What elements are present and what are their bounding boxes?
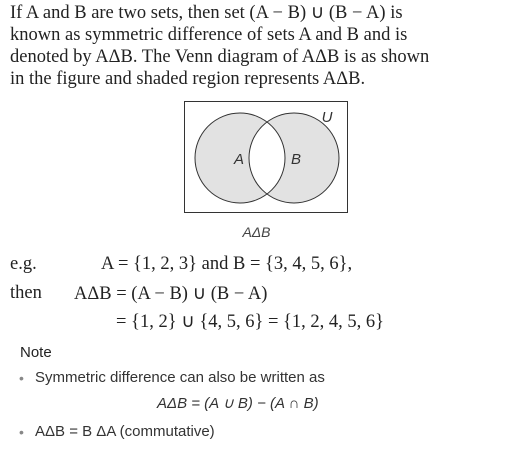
intro-paragraph	[10, 2, 510, 90]
example-sets: A = {1, 2, 3} and B = {3, 4, 5, 6},	[101, 254, 353, 274]
intro-line-4: in the figure and shaded region represents AΔB.	[10, 69, 366, 89]
set-b-label: B	[290, 151, 302, 168]
example-label: e.g.	[10, 254, 37, 274]
note-bullet-2: AΔB = B ΔA (commutative)	[35, 423, 215, 440]
figure-caption: AΔB	[242, 224, 271, 240]
note-bullet-1: Symmetric difference can also be written as	[35, 369, 325, 386]
bullet-dot: •	[19, 370, 24, 386]
bullet-dot: •	[19, 424, 24, 440]
intro-line-3: denoted by AΔB. The Venn diagram of AΔB is as shown	[10, 47, 430, 67]
venn-diagram	[184, 101, 348, 213]
universal-set-label: U	[321, 109, 333, 126]
venn-svg	[185, 102, 349, 214]
note-heading: Note	[20, 344, 52, 361]
intro-line-2: known as symmetric difference of sets A and B and is	[10, 25, 408, 45]
example-result: = {1, 2} ∪ {4, 5, 6} = {1, 2, 4, 5, 6}	[116, 312, 385, 332]
symmetric-difference-region	[195, 113, 339, 203]
then-label: then	[10, 283, 42, 303]
set-a-label: A	[233, 151, 245, 168]
example-definition: AΔB = (A − B) ∪ (B − A)	[74, 284, 268, 304]
note-formula: AΔB = (A ∪ B) − (A ∩ B)	[157, 395, 319, 412]
intro-line-1: If A and B are two sets, then set (A − B) ∪ (B − A) is	[10, 3, 403, 23]
